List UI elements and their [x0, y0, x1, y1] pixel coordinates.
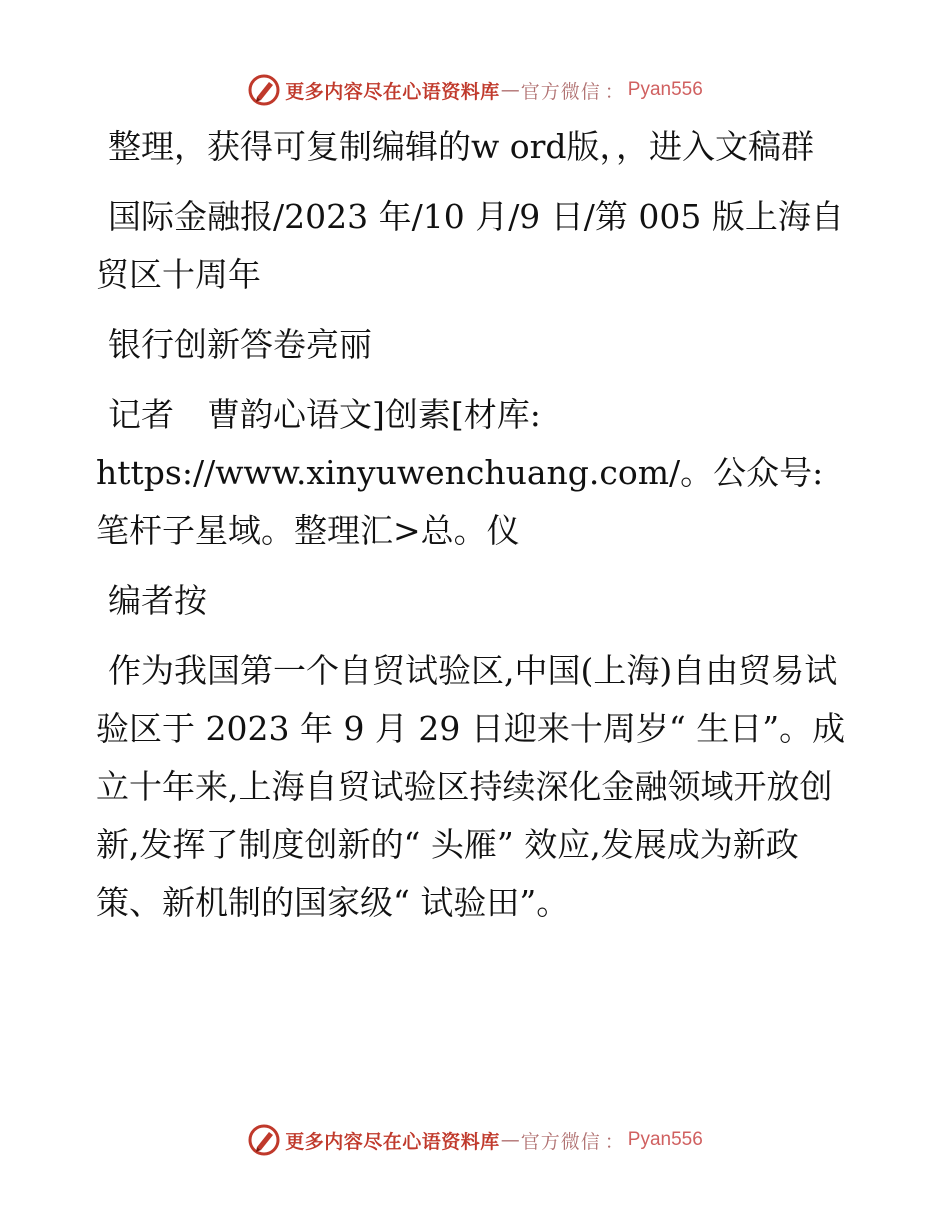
- paragraph-intro-note: [96, 118, 856, 176]
- paragraph-text: 编者按: [108, 581, 207, 620]
- banner-official-label: 官方微信: [520, 1130, 601, 1153]
- pen-logo-icon: [247, 1123, 281, 1157]
- paragraph-text: 整理，获得可复制编辑的w ord版，，进入文稿群: [108, 127, 815, 166]
- paragraph-byline: [96, 386, 856, 560]
- banner-colon: ：: [604, 80, 624, 103]
- banner-colon: ：: [604, 1130, 624, 1153]
- banner-official-label: 官方微信: [520, 80, 601, 103]
- paragraph-source-line: [96, 188, 856, 304]
- watermark-banner-top: [0, 70, 950, 110]
- paragraph-text: 银行创新答卷亮丽: [108, 325, 372, 364]
- banner-wechat-id: Pyan556: [627, 79, 703, 100]
- paragraph-text: 记者 曹韵心语文]创素[材库: https://www.xinyuwenchuang.com/。公众号: 笔杆子星域。整理汇>总。仪: [96, 395, 824, 550]
- document-body: [96, 118, 856, 944]
- paragraph-text: 国际金融报/2023 年/10 月/9 日/第 005 版上海自贸区十周年: [96, 197, 844, 294]
- banner-main-text: 更多内容尽在心语资料库: [285, 1130, 500, 1153]
- banner-separator: —: [500, 1129, 520, 1151]
- banner-wechat-id: Pyan556: [627, 1129, 703, 1150]
- watermark-banner-bottom: [0, 1120, 950, 1160]
- banner-separator: —: [500, 79, 520, 101]
- pen-logo-icon: [247, 73, 281, 107]
- paragraph-text: 作为我国第一个自贸试验区,中国(上海)自由贸易试验区于 2023 年 9 月 29 日迎来十周岁“ 生日”。成立十年来,上海自贸试验区持续深化金融领域开放创新,发挥了制度创新的“ 头雁” 效应,发展成为新政策、新机制的国家级“ 试验田”。: [96, 651, 846, 922]
- banner-main-text: 更多内容尽在心语资料库: [285, 80, 500, 103]
- paragraph-editor-note-body: [96, 642, 856, 932]
- paragraph-headline: [96, 316, 856, 374]
- paragraph-editor-note-heading: [96, 572, 856, 630]
